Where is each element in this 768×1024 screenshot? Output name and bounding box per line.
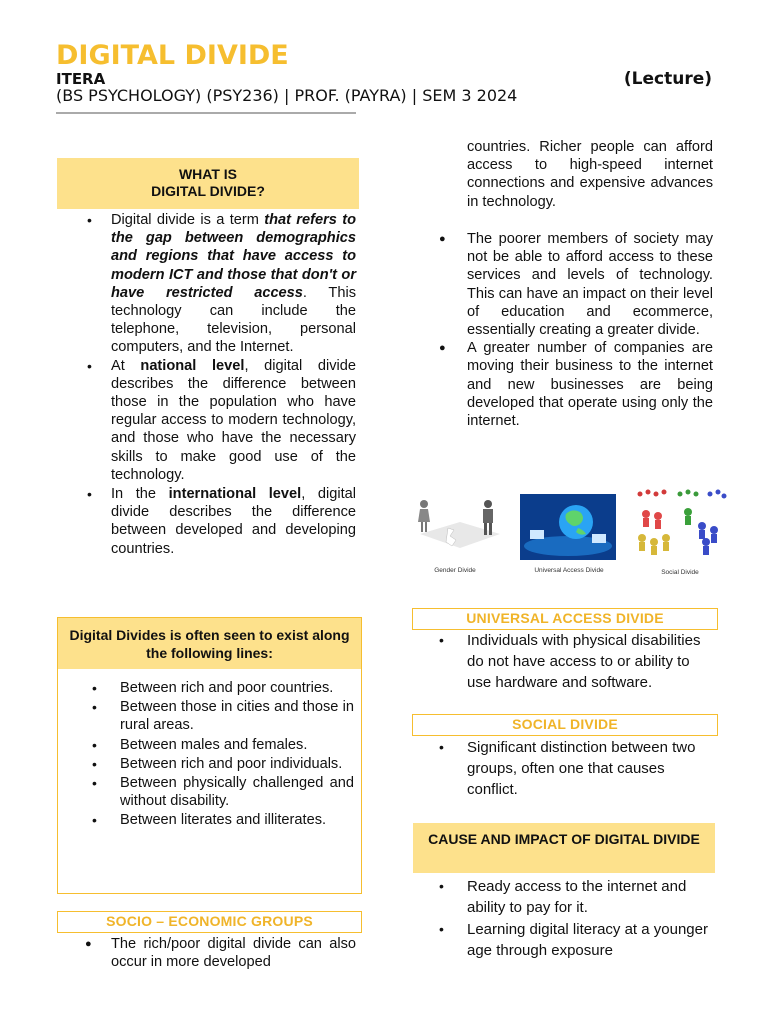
list-item: • Between rich and poor countries. — [58, 679, 354, 697]
divide-lines-list — [58, 679, 354, 830]
social-divide-caption: Social Divide — [661, 569, 699, 576]
gender-divide-illustration — [410, 494, 510, 560]
universal-access-image — [520, 494, 618, 578]
right-bullet-list — [413, 230, 713, 430]
what-is-list — [57, 211, 356, 558]
course-info: (BS PSYCHOLOGY) (PSY236) | PROF. (PAYRA) | SEM 3 2024 — [56, 86, 518, 105]
lecture-label: (Lecture) — [623, 69, 712, 89]
social-divide-heading: SOCIAL DIVIDE — [412, 714, 718, 736]
divide-lines-heading: Digital Divides is often seen to exist along the following lines: — [58, 618, 361, 669]
divide-lines-box — [57, 617, 362, 894]
globe-network-illustration — [520, 494, 616, 560]
header-divider — [56, 112, 356, 114]
organization-name: ITERA — [56, 70, 106, 88]
universal-access-caption: Universal Access Divide — [534, 567, 604, 574]
list-item: ● The poorer members of society may not be able to afford access to these services and levels of technology. This can have an impact on their level of education and ecommerce, essentially creating a greater divide. — [413, 230, 713, 339]
people-groups-illustration — [630, 486, 730, 560]
list-item: • Between males and females. — [58, 736, 354, 754]
what-is-heading — [57, 158, 359, 209]
social-divide-list — [413, 737, 713, 800]
what-is-heading-line1: WHAT IS — [178, 166, 238, 182]
list-item: • Between literates and illiterates. — [58, 811, 354, 829]
universal-access-list — [413, 630, 713, 693]
list-item: ● The rich/poor digital divide can also occur in more developed — [57, 935, 356, 971]
cause-impact-list — [413, 876, 713, 961]
list-item: • Significant distinction between two groups, often one that causes conflict. — [413, 737, 713, 800]
list-item: • Between those in cities and those in rural areas. — [58, 698, 354, 734]
list-item: ● A greater number of companies are moving their business to the internet and new businesses are being developed that operate using only the internet. — [413, 339, 713, 430]
list-item: • At national level, digital divide describes the difference between those in the population who have regular access to modern technology, and those who have the necessary skills to make good use of the technology. — [57, 357, 356, 484]
definition-emphasis: that refers to the gap between demographics and regions that have access to modern ICT and those that don't or have restricted access — [111, 212, 356, 301]
list-item: • In the international level, digital divide describes the difference between developed and developing countries. — [57, 485, 356, 558]
social-divide-image — [630, 486, 730, 578]
list-item: • Individuals with physical disabilities do not have access to or ability to use hardware and software. — [413, 630, 713, 693]
list-item: • Between rich and poor individuals. — [58, 755, 354, 773]
what-is-heading-line2: DIGITAL DIVIDE? — [151, 183, 265, 199]
list-item: • Digital divide is a term that refers to the gap between demographics and regions that have access to modern ICT and those that don't or have restricted access. This technology can include the telephone, television, personal computers, and the Internet. — [57, 211, 356, 357]
continued-text: countries. Richer people can afford access to high-speed internet connections and expensive advances in technology. — [467, 139, 713, 210]
gender-divide-image — [410, 494, 510, 578]
socio-economic-list — [57, 935, 356, 971]
cause-impact-heading: CAUSE AND IMPACT OF DIGITAL DIVIDE — [413, 823, 715, 873]
list-item: • Ready access to the internet and ability to pay for it. — [413, 876, 713, 918]
socio-economic-heading: SOCIO – ECONOMIC GROUPS — [57, 911, 362, 933]
list-item: • Between physically challenged and without disability. — [58, 774, 354, 810]
page-title: DIGITAL DIVIDE — [56, 40, 289, 71]
list-item: • Learning digital literacy at a younger age through exposure — [413, 919, 713, 961]
universal-access-heading: UNIVERSAL ACCESS DIVIDE — [412, 608, 718, 630]
gender-divide-caption: Gender Divide — [434, 567, 476, 574]
